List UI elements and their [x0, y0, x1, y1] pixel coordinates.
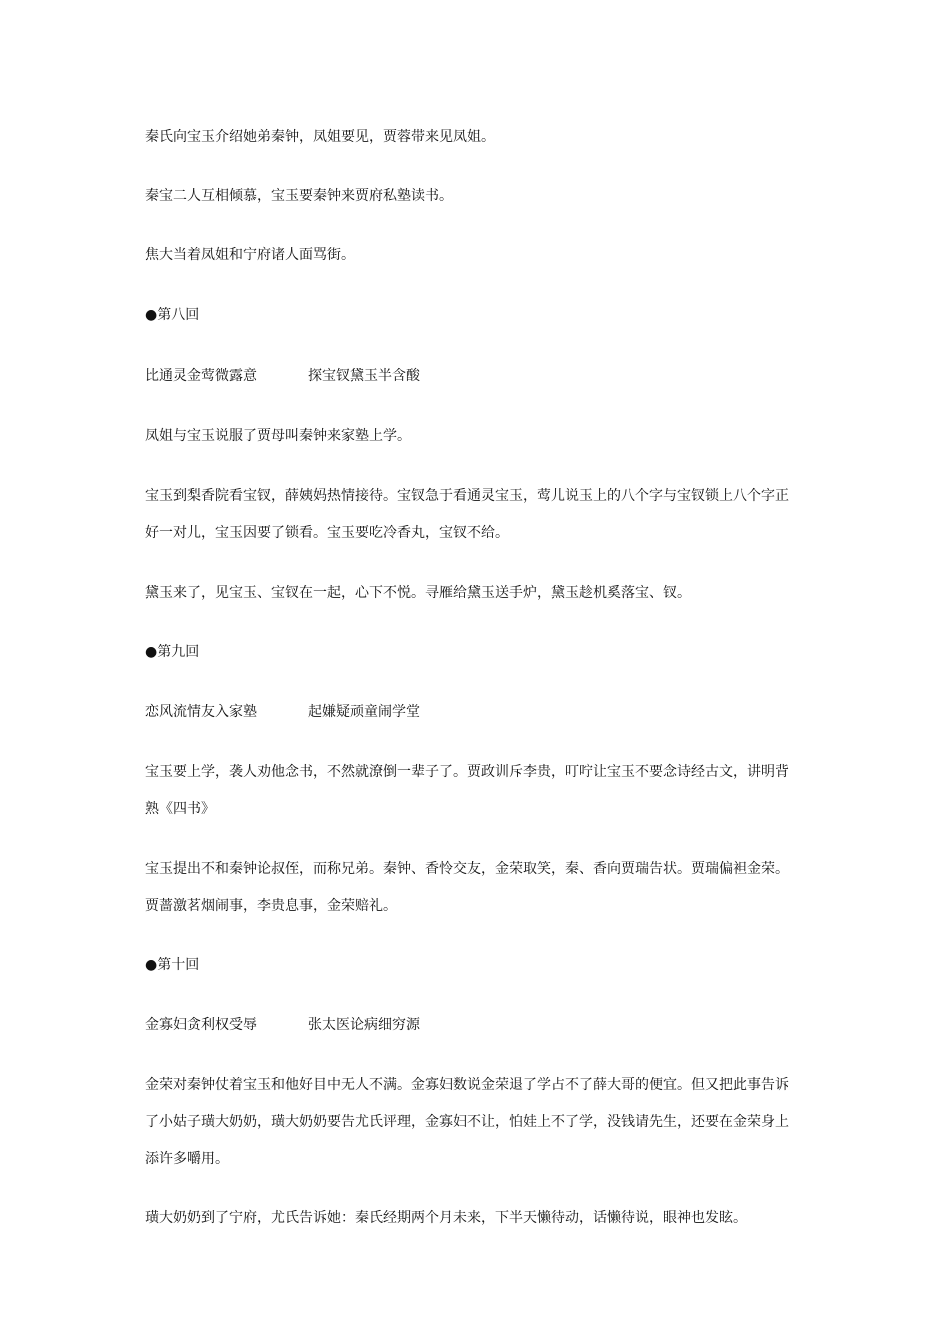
- paragraph: 璜大奶奶到了宁府，尤氏告诉她：秦氏经期两个月未来，下半天懒待动，话懒待说，眼神也发眩。: [145, 1210, 747, 1226]
- paragraph-line: 熟《四书》: [145, 801, 215, 817]
- chapter-9-heading: ●第九回: [145, 644, 200, 660]
- chapter-8-title-left: 比通灵金莺微露意: [145, 368, 257, 384]
- chapter-9-title-left: 恋风流情友入家塾: [145, 704, 257, 720]
- paragraph: 黛玉来了，见宝玉、宝钗在一起，心下不悦。寻雁给黛玉送手炉，黛玉趁机奚落宝、钗。: [145, 585, 691, 601]
- paragraph-line: 贾蔷激茗烟闹事，李贵息事，金荣赔礼。: [145, 898, 397, 914]
- paragraph: 焦大当着凤姐和宁府诸人面骂街。: [145, 247, 355, 263]
- paragraph-line: 了小姑子璜大奶奶，璜大奶奶要告尤氏评理，金寡妇不让，怕娃上不了学，没钱请先生，还要在金荣身上: [145, 1114, 789, 1130]
- chapter-9-title-right: 起嫌疑顽童闹学堂: [308, 704, 420, 720]
- chapter-10-heading: ●第十回: [145, 957, 200, 973]
- paragraph-line: 金荣对秦钟仗着宝玉和他好目中无人不满。金寡妇数说金荣退了学占不了薛大哥的便宜。但又把此事告诉: [145, 1077, 789, 1093]
- chapter-8-title: [145, 367, 810, 385]
- chapter-10-title-left: 金寡妇贪利权受辱: [145, 1017, 257, 1033]
- paragraph-line: 宝玉提出不和秦钟论叔侄，而称兄弟。秦钟、香怜交友，金荣取笑，秦、香向贾瑞告状。贾瑞偏袒金荣。: [145, 861, 789, 877]
- chapter-10-title-right: 张太医论病细穷源: [308, 1017, 420, 1033]
- paragraph-line: 宝玉到梨香院看宝钗，薛姨妈热情接待。宝钗急于看通灵宝玉，莺儿说玉上的八个字与宝钗锁上八个字正: [145, 488, 789, 504]
- paragraph: 秦氏向宝玉介绍她弟秦钟，凤姐要见，贾蓉带来见凤姐。: [145, 129, 495, 145]
- chapter-8-heading: ●第八回: [145, 307, 200, 323]
- chapter-9-title: [145, 703, 810, 721]
- chapter-10-title: [145, 1016, 810, 1034]
- paragraph: 凤姐与宝玉说服了贾母叫秦钟来家塾上学。: [145, 428, 411, 444]
- chapter-8-title-right: 探宝钗黛玉半含酸: [308, 368, 420, 384]
- paragraph-line: 添许多嚼用。: [145, 1151, 229, 1167]
- paragraph-line: 好一对儿，宝玉因要了锁看。宝玉要吃冷香丸，宝钗不给。: [145, 525, 509, 541]
- paragraph-line: 宝玉要上学，袭人劝他念书，不然就潦倒一辈子了。贾政训斥李贵，叮咛让宝玉不要念诗经古文，讲明背: [145, 764, 789, 780]
- paragraph: 秦宝二人互相倾慕，宝玉要秦钟来贾府私塾读书。: [145, 188, 453, 204]
